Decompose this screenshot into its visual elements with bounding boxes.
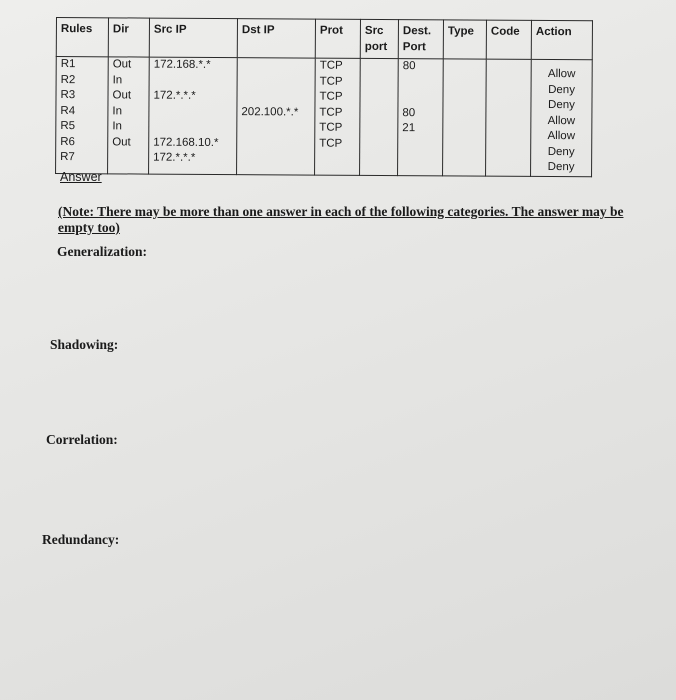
cell-dir-r5: In [112,120,122,133]
cell-src-port-r3 [364,90,393,106]
cell-src-port-r7 [364,152,393,168]
cell-dest-port-r7 [402,152,438,168]
cell-prot-r1: TCP [319,59,343,72]
cell-action-r4: Allow [547,114,576,127]
cell-dst-ip-r1 [242,58,311,74]
cell-dst-ip-r5 [241,120,310,136]
cell-type-r7 [447,152,481,168]
cell-dir-r6: Out [112,135,131,148]
prot-values [319,59,356,168]
cell-dir-r2: In [112,73,123,86]
instruction-note: (Note: There may be more than one answer in each of the following categories. The answer may be empty too) [58,204,624,235]
cell-dir-r4: In [112,104,123,117]
cell-src-ip-r5 [153,120,232,136]
cell-action-r2: Deny [548,83,576,96]
cell-src-ip-r6: 172.168.10.* [153,136,219,149]
cell-dest-port-r1: 80 [402,60,416,73]
type-values [447,59,482,168]
cell-dest-port-r4: 80 [402,106,416,119]
cell-code-r7 [490,153,526,169]
header-src-ip: Src IP [149,18,237,58]
rules-values [60,57,104,166]
cell-dir-r7 [112,150,144,166]
cell-code-r5 [490,122,526,138]
header-dst-ip: Dst IP [237,19,315,58]
cell-action-r1: Allow [547,68,576,81]
cell-prot-r4: TCP [319,106,343,119]
cell-src-port-r4 [364,105,393,121]
dst-ip-column [237,58,316,175]
src-port-column [360,58,399,175]
cell-rules-r6: R6 [60,135,75,148]
cell-prot-r7 [319,152,355,168]
cell-dst-ip-r4: 202.100.*.* [241,105,299,118]
cell-code-r3 [490,91,526,107]
cell-rules-r4: R4 [60,104,76,117]
action-values [535,60,588,176]
cell-code-r1 [491,60,527,76]
cell-src-ip-r1: 172.168.*.* [153,58,211,71]
answer-label: Answer [60,170,102,184]
header-dest-port-line-1: Dest. [402,25,432,38]
header-code: Code [486,20,531,59]
src-ip-values [153,58,233,167]
cell-src-ip-r7: 172.*.*.* [153,151,196,164]
header-dir: Dir [108,18,149,57]
cell-dst-ip-r7 [241,151,310,167]
cell-prot-r2: TCP [319,75,343,88]
cell-dest-port-r2 [403,75,439,91]
cell-src-ip-r3: 172.*.*.* [153,89,196,102]
dir-values [112,57,145,166]
cell-src-port-r6 [364,136,393,152]
dir-column [108,57,150,174]
cell-action-r7: Deny [547,161,575,174]
cell-rules-r7: R7 [60,151,75,164]
cell-dest-port-r5: 21 [402,122,416,135]
generalization-label: Generalization: [57,244,147,259]
cell-src-port-r1 [365,59,394,75]
header-src-port [360,19,398,58]
cell-action-r3: Deny [547,99,575,112]
cell-src-port-r2 [365,74,394,90]
cell-src-port-r5 [364,121,393,137]
shadowing-label: Shadowing: [50,337,119,352]
dst-ip-values [241,58,311,167]
cell-dst-ip-r2 [242,74,311,90]
cell-code-r6 [490,137,526,153]
cell-type-r5 [447,121,481,137]
code-values [490,60,527,169]
table-body-row [56,57,593,177]
cell-type-r2 [448,75,482,91]
header-src-port-line-1: Src [364,24,384,38]
cell-dst-ip-r3 [241,89,310,105]
code-column [486,59,532,176]
table-header-row [56,18,592,60]
type-column [443,59,487,176]
rules-column [56,57,109,174]
action-column [531,59,593,176]
cell-rules-r1: R1 [60,58,76,71]
header-dest-port-line-2: Port [402,40,426,53]
dest-port-values [402,59,439,168]
src-port-values [364,59,394,168]
redundancy-label: Redundancy: [42,532,120,547]
correlation-label: Correlation: [46,432,118,447]
cell-prot-r6: TCP [319,137,343,150]
cell-dest-port-r3 [402,90,438,106]
header-src-port-line-2: port [364,40,388,53]
cell-code-r2 [491,75,527,91]
cell-action-r5: Allow [547,130,576,143]
src-ip-column [149,57,238,174]
cell-src-ip-r2 [154,73,233,89]
prot-column [315,58,361,175]
cell-code-r4 [490,106,526,122]
cell-type-r6 [447,137,481,153]
cell-prot-r3: TCP [319,90,343,103]
cell-prot-r5: TCP [319,121,343,134]
cell-dir-r3: Out [112,89,132,102]
cell-action-r6: Deny [547,145,575,158]
header-rules: Rules [56,18,108,57]
dest-port-column [398,59,444,176]
header-prot: Prot [315,19,360,58]
firewall-rules-table [55,17,593,177]
cell-dst-ip-r6 [241,136,310,152]
cell-rules-r5: R5 [60,120,76,133]
cell-rules-r3: R3 [60,89,76,102]
header-type: Type [443,20,486,59]
cell-type-r4 [447,106,481,122]
cell-rules-r2: R2 [60,73,76,86]
header-action: Action [531,20,592,59]
cell-src-ip-r4 [153,104,232,120]
header-dest-port [398,20,443,59]
cell-type-r1 [448,59,482,75]
cell-dir-r1: Out [112,58,132,71]
cell-type-r3 [447,90,481,106]
cell-dest-port-r6 [402,137,438,153]
